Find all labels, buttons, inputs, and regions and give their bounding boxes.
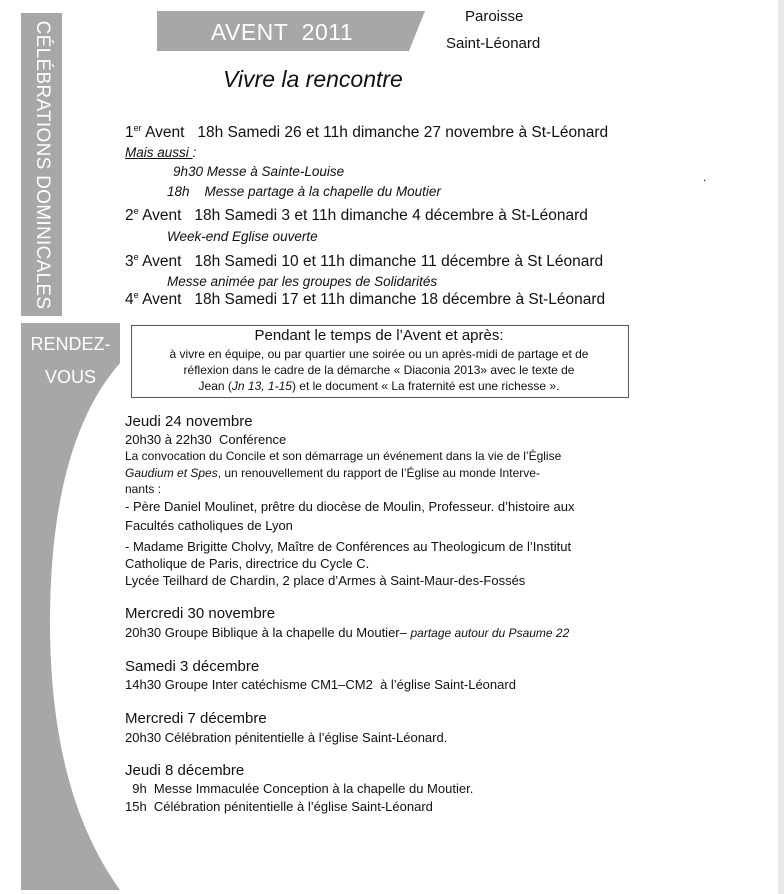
event-1-line-2-a: Gaudium et Spes [125, 466, 218, 480]
side-label-text: CÉLÉBRATIONS DOMINICALES [31, 20, 53, 309]
event-1-line-3: nants : [125, 482, 162, 496]
advent-text: Avent 18h Samedi 26 et 11h dimanche 27 novembre à St-Léonard [141, 124, 609, 141]
advent-text: Avent 18h Samedi 17 et 11h dimanche 18 décembre à St-Léonard [138, 291, 606, 308]
info-line-3-c: ) et le document « La fraternité est une richesse ». [291, 379, 560, 393]
event-1-line-2-b: , un renouvellement du rapport de l’Église au monde Interve- [217, 466, 540, 480]
event-2-line-1-b: partage autour du Psaume 22 [410, 626, 570, 640]
info-line-3-a: Jean ( [198, 379, 232, 393]
advent-sup: er [133, 122, 142, 133]
parish-label: Paroisse [465, 8, 524, 25]
event-5-line-2: 15h Célébration pénitentielle à l’église Saint-Léonard [125, 799, 433, 814]
info-box-title: Pendant le temps de l’Avent et après: [254, 327, 504, 344]
advent-sup: e [133, 289, 139, 300]
mais-aussi-colon: : [192, 145, 197, 160]
advent-sup: e [133, 205, 139, 216]
event-5-date: Jeudi 8 décembre [125, 762, 245, 779]
advent-num: 3 [125, 253, 134, 270]
rdv-line-2: VOUS [44, 367, 96, 387]
event-1-line-4: - Père Daniel Moulinet, prêtre du diocèse de Moulin, Professeur. d’histoire aux [125, 499, 575, 514]
mais-aussi-label [125, 145, 196, 160]
advent-text: Avent 18h Samedi 3 et 11h dimanche 4 décembre à St-Léonard [138, 207, 588, 224]
event-1-time: 20h30 à 22h30 Conférence [125, 432, 287, 447]
event-2-line-1 [125, 625, 569, 640]
advent-1-line [125, 124, 608, 142]
page-title: AVENT 2011 [210, 19, 354, 45]
advent-1-extra-1: 9h30 Messe à Sainte-Louise [173, 164, 345, 179]
event-1-line-8: Lycée Teilhard de Chardin, 2 place d’Armes à Saint-Maur-des-Fossés [125, 573, 526, 588]
event-2-line-1-a: 20h30 Groupe Biblique à la chapelle du Moutier– [125, 625, 411, 640]
event-4-line-1: 20h30 Célébration pénitentielle à l’église Saint-Léonard. [125, 730, 448, 745]
rdv-line-1: RENDEZ- [30, 334, 111, 354]
advent-num: 4 [125, 291, 134, 308]
advent-3-line [125, 253, 603, 271]
side-label-celebrations [21, 13, 62, 316]
parish-name: Saint-Léonard [446, 35, 541, 52]
event-1-line-7: Catholique de Paris, directrice du Cycle C. [125, 556, 370, 571]
advent-sup: e [133, 251, 139, 262]
event-4-date: Mercredi 7 décembre [125, 710, 267, 727]
event-1-date: Jeudi 24 novembre [125, 413, 253, 430]
subtitle: Vivre la rencontre [223, 66, 403, 92]
info-line-3-b: Jn 13, 1-15 [231, 379, 292, 393]
mais-aussi-text: Mais aussi [125, 145, 193, 160]
event-3-date: Samedi 3 décembre [125, 658, 260, 675]
page-edge [778, 0, 784, 894]
stray-dot: . [703, 170, 707, 184]
event-1-line-6: - Madame Brigitte Cholvy, Maître de Conférences au Theologicum de l’Institut [125, 539, 572, 554]
info-line-3 [131, 379, 627, 393]
advent-num: 1 [125, 124, 134, 141]
event-1-line-1: La convocation du Concile et son démarrage un événement dans la vie de l’Église [125, 449, 562, 463]
advent-4-line [125, 291, 605, 309]
info-line-1: à vivre en équipe, ou par quartier une soirée ou un après-midi de partage et de [169, 347, 589, 361]
event-1-line-2 [125, 466, 540, 480]
advent-2-line [125, 207, 588, 225]
advent-1-extra-2: 18h Messe partage à la chapelle du Moutier [167, 184, 441, 199]
event-1-line-5: Facultés catholiques de Lyon [125, 518, 293, 533]
advent-2-extra: Week-end Eglise ouverte [167, 229, 318, 244]
side-band-rendez-vous [0, 323, 120, 890]
advent-text: Avent 18h Samedi 10 et 11h dimanche 11 décembre à St Léonard [138, 253, 604, 270]
event-2-date: Mercredi 30 novembre [125, 605, 276, 622]
event-5-line-1: 9h Messe Immaculée Conception à la chapelle du Moutier. [125, 781, 474, 796]
advent-num: 2 [125, 207, 134, 224]
side-label-rendez-vous [21, 328, 120, 394]
info-line-2: réflexion dans le cadre de la démarche « Diaconia 2013» avec le texte de [183, 363, 575, 377]
event-3-line-1: 14h30 Groupe Inter catéchisme CM1–CM2 à l’église Saint-Léonard [125, 677, 516, 692]
advent-3-extra: Messe animée par les groupes de Solidarités [167, 274, 438, 289]
